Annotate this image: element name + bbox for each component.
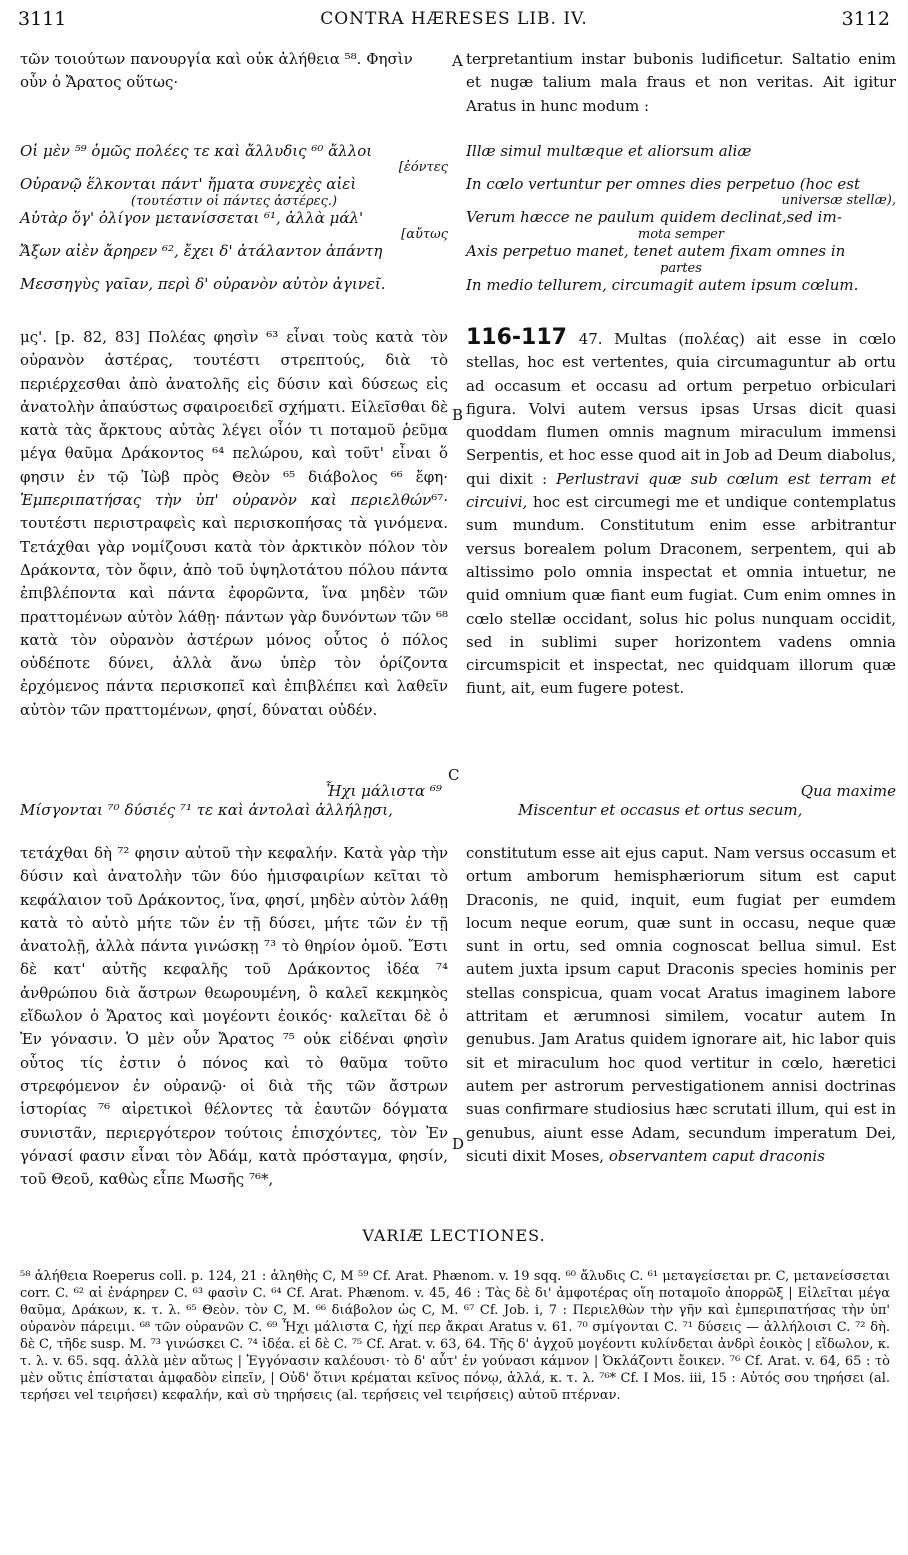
margin-letter-c: C: [448, 766, 460, 784]
running-title: CONTRA HÆRESES LIB. IV.: [320, 9, 588, 29]
latin-intro: terpretantium instar bubonis ludificetur. Saltatio enim et nugæ talium mala fraus et non veritas. Ait igitur Aratus in hunc modum :: [466, 50, 896, 115]
latin-verse-block-2: Qua maxime Miscentur et occasus et ortus secum,: [518, 782, 896, 819]
variae-lectiones-notes: ⁵⁸ ἀλήθεια Roeperus coll. p. 124, 21 : ἀληθὴς C, M ⁵⁹ Cf. Arat. Phænom. v. 19 sqq. ⁶⁰ ἄλυδις C. ⁶¹ μεταγείσεται pr. C, μετανείσσεται corr. C. ⁶² αἱ ἐνάρηρεν C. ⁶³ φασὶν C. ⁶⁴ Cf. Arat. Phænom. v. 45, 46 : Τὰς δὲ δι' ἀμφοτέρας οἵη ποταμοῖο ἀπορρῶξ | Εἱλεῖται μέγα θαῦμα, Δράκων, κ. τ. λ. ⁶⁵ Θεὸν. τὸν C, M. ⁶⁶ διάβολον ὡς C, M. ⁶⁷ Cf. Job. i, 7 : Περιελθὼν τὴν γῆν καὶ ἐμπεριπατήσας τὴν ὑπ' οὐρανὸν πάρειμι. ⁶⁸ τῶν οὐρανῶν C. ⁶⁹ Ἧχι μάλιστα C, ἠχί περ ἄκραι Aratus v. 61. ⁷⁰ σμίγονται C. ⁷¹ δύσεις — ἀλλήλοισι C. ⁷² δὴ. δὲ C, τῆδε susp. M. ⁷³ γινώσκει C. ⁷⁴ ἰδέα. εἰ δὲ C. ⁷⁵ Cf. Arat. v. 63, 64. Τῆς δ' ἀγχοῦ μογέοντι κυλίνδεται ἀνδρὶ ἐοικὸς | εἴδωλον, κ. τ. λ. v. 65. sqq. ἀλλὰ μὲν αὔτως | Ἐγγόνασιν καλέουσι· τὸ δ' αὖτ' ἐν γούνασι κάμνον | Ὀκλάζοντι ἔοικεν. ⁷⁶ Cf. Arat. v. 64, 65 : τὸ μὲν οὔτις ἐπίσταται ἀμφαδὸν εἰπεῖν, | Οὐδ' ὅτινι κρέμαται κεῖνος πόνῳ, ἀλλά, κ. τ. λ. ⁷⁶* Cf. I Mos. iii, 15 : Αὐτός σου τηρήσει (al. τερήσει vel τειρήσει) κεφαλήν, καὶ σὺ τηρήσεις (al. τερήσεις vel τειρήσεις) αὐτοῦ πτέρναν.: [20, 1269, 890, 1403]
latin-paragraph-1: 116-117 47. Multas (πολέας) ait esse in cœlo stellas, hoc est vertentes, quia circumaguntur ab ortu ad occasum et occasu ad ortum perpetuo orbiculari figura. Volvi autem versus ipsas Ursas dicit quasi quoddam flumen omnis magnum miraculum immensi Serpentis, et hoc esse quod ait in Job ad Deum diabolus, qui dixit : Perlustravi quæ sub cœlum est terram et circuivi, hoc est circumegi me et undique contemplatus sum mundum. Constitutum enim esse arbitrantur versus borealem polum Draconem, serpentem, qui ab altissimo polo omnia inspectat et omnia intuetur, ne quid omnium quæ fiant eum fugiat. Cum enim omnes in cœlo stellæ occidant, solus hic polus nunquam occidit, sed in sublimi super horizontem vadens omnia circumspicit et inspectat, nec quidquam illorum quæ fiunt, ait, eum fugere potest.: [466, 325, 896, 698]
latin-verse-block: Illæ simul multæque et aliorsum aliæ In cœlo vertuntur per omnes dies perpetuo (hoc est universæ stellæ), Verum hæcce ne paulum quidem declinat,sed im- mota semper Axis perpetuo manet, tenet autem fixam omnes in partes In medio tellurem, circumagit autem ipsum cœlum.: [466, 142, 896, 294]
running-header: [18, 8, 890, 34]
variae-lectiones-title: VARIÆ LECTIONES.: [362, 1226, 546, 1245]
greek-verse-block: Οἱ μὲν ⁵⁹ ὁμῶς πολέες τε καὶ ἄλλυδις ⁶⁰ ἄλλοι [ἐόντες Οὐρανῷ ἕλκονται πάντ' ἤματα συνεχὲς αἰεὶ (τουτέστιν οἱ πάντες ἀστέρες.) Αὐτὰρ ὅγ' ὀλίγον μετανίσσεται ⁶¹, ἀλλὰ μάλ' [αὔτως Ἄξων αἰὲν ἄρηρεν ⁶², ἔχει δ' ἀτάλαντον ἁπάντη Μεσσηγὺς γαῖαν, περὶ δ' οὐρανὸν αὐτὸν ἀγινεῖ.: [20, 142, 448, 293]
greek-paragraph-1: μς'. [p. 82, 83] Πολέας φησὶν ⁶³ εἶναι τοὺς κατὰ τὸν οὐρανὸν ἀστέρας, τουτέστι στρεπτούς, διὰ τὸ περιέρχεσθαι ἀπὸ ἀνατολῆς εἰς δύσιν καὶ δύσεως εἰς ἀνατολὴν ἀπαύστως σφαιροειδεῖ σχήματι. Εἱλεῖσθαι δὲ κατὰ τὰς ἄρκτους αὐτὰς λέγει οἷόν τι ποταμοῦ ῥεῦμα μέγα θαῦμα Δράκοντος ⁶⁴ πελώρου, καὶ τοῦτ' εἶναι ὅ φησιν ἐν τῷ Ἰὼβ πρὸς Θεὸν ⁶⁵ διάβολος ⁶⁶ ἔφη· Ἐμπεριπατήσας τὴν ὑπ' οὐρανὸν καὶ περιελθών⁶⁷· τουτέστι περιστραφεὶς καὶ περισκοπήσας τὰ γινόμενα. Τετάχθαι γὰρ νομίζουσι κατὰ τὸν ἀρκτικὸν πόλον τὸν Δράκοντα, τὸν ὄφιν, ἀπὸ τοῦ ὑψηλοτάτου πόλου πάντα ἐπιβλέποντα καὶ πάντα ἐφορῶντα, ἵνα μηδὲν τῶν πραττομένων αὐτὸν λάθῃ· πάντων γὰρ δυνόντων τῶν ⁶⁸ κατὰ τὸν οὐρανὸν ἀστέρων μόνος οὗτος ὁ πόλος οὐδέποτε δύνει, ἀλλὰ ἄνω ὑπὲρ τὸν ὁρίζοντα ἐρχόμενος πάντα περισκοπεῖ καὶ ἐπιβλέπει καὶ λαθεῖν αὐτὸν τῶν πραττομένων, φησί, δύναται οὐδέν.: [20, 328, 448, 719]
greek-intro: τῶν τοιούτων πανουργία καὶ οὐκ ἀλήθεια ⁵⁸. Φησὶν οὖν ὁ Ἄρατος οὕτως·: [20, 50, 413, 92]
latin-paragraph-2: constitutum esse ait ejus caput. Nam versus occasum et ortum amborum hemisphæriorum situm est caput Draconis, ne quid, inquit, eum fugiat per eumdem locum neque eorum, quæ sunt in occasu, neque quæ sunt in ortu, sed omnia cognoscat bellua simul. Est autem juxta ipsum caput Draconis species hominis per stellas conspicua, quam vocat Aratus imaginem labore attritam et ærumnosi similem, vocatur autem In genubus. Jam Aratus quidem ignorare ait, hic labor quis sit et miraculum hoc quod vertitur in cœlo, hæretici autem per astrorum pervestigationem annisi doctrinas suas confirmare studiosius hæc scrutati illum, qui est in genubus, aiunt esse Adam, secundum imperatum Dei, sicuti dixit Moses, observantem caput draconis: [466, 844, 896, 1165]
greek-paragraph-2: τετάχθαι δὴ ⁷² φησιν αὐτοῦ τὴν κεφαλήν. Κατὰ γὰρ τὴν δύσιν καὶ ἀνατολὴν τῶν δύο ἡμισφαιρίων κεῖται τὸ κεφάλαιον τοῦ Δράκοντος, ἵνα, φησί, μηδὲν αὐτὸν λάθῃ κατὰ τὸ αὐτὸ μήτε τῶν ἐν τῇ δύσει, μήτε τῶν ἐν τῇ ἀνατολῇ, ἀλλὰ πάντα γινώσκῃ ⁷³ τὸ θηρίον ὁμοῦ. Ἔστι δὲ κατ' αὐτῆς κεφαλῆς τοῦ Δράκοντος ἰδέα ⁷⁴ ἀνθρώπου διὰ ἄστρων θεωρουμένη, ὃ καλεῖ κεκμηκὸς εἴδωλον ὁ Ἄρατος καὶ μογέοντι ἐοικός· καλεῖται δὲ ὁ Ἐν γόνασιν. Ὁ μὲν οὖν Ἄρατος ⁷⁵ οὐκ εἰδέναι φησὶν οὗτος τίς ἐστιν ὁ πόνος καὶ τὸ θαῦμα τοῦτο στρεφόμενον ἐν οὐρανῷ· οἱ διὰ τῆς τῶν ἄστρων ἱστορίας ⁷⁶ αἱρετικοὶ θέλοντες τὰ ἑαυτῶν δόγματα συνιστᾶν, περιεργότερον τούτοις ἐπισχόντες, τὸν Ἐν γόνασί φασιν εἶναι τὸν Ἀδάμ, κατὰ πρόσταγμα, φησίν, τοῦ Θεοῦ, καθὼς εἶπε Μωσῆς ⁷⁶*,: [20, 844, 448, 1189]
section-number: 116-117: [466, 325, 567, 350]
page-number-left: 3111: [18, 8, 67, 30]
margin-letter-d: D: [452, 1135, 465, 1153]
greek-verse-block-2: Ἧχι μάλιστα ⁶⁹ Μίσγονται ⁷⁰ δύσιές ⁷¹ τε καὶ ἀντολαὶ ἀλλήλῃσι,: [20, 782, 442, 819]
margin-letter-b: B: [452, 406, 464, 424]
page-number-right: 3112: [841, 8, 890, 30]
margin-letter-a: A: [452, 52, 463, 70]
